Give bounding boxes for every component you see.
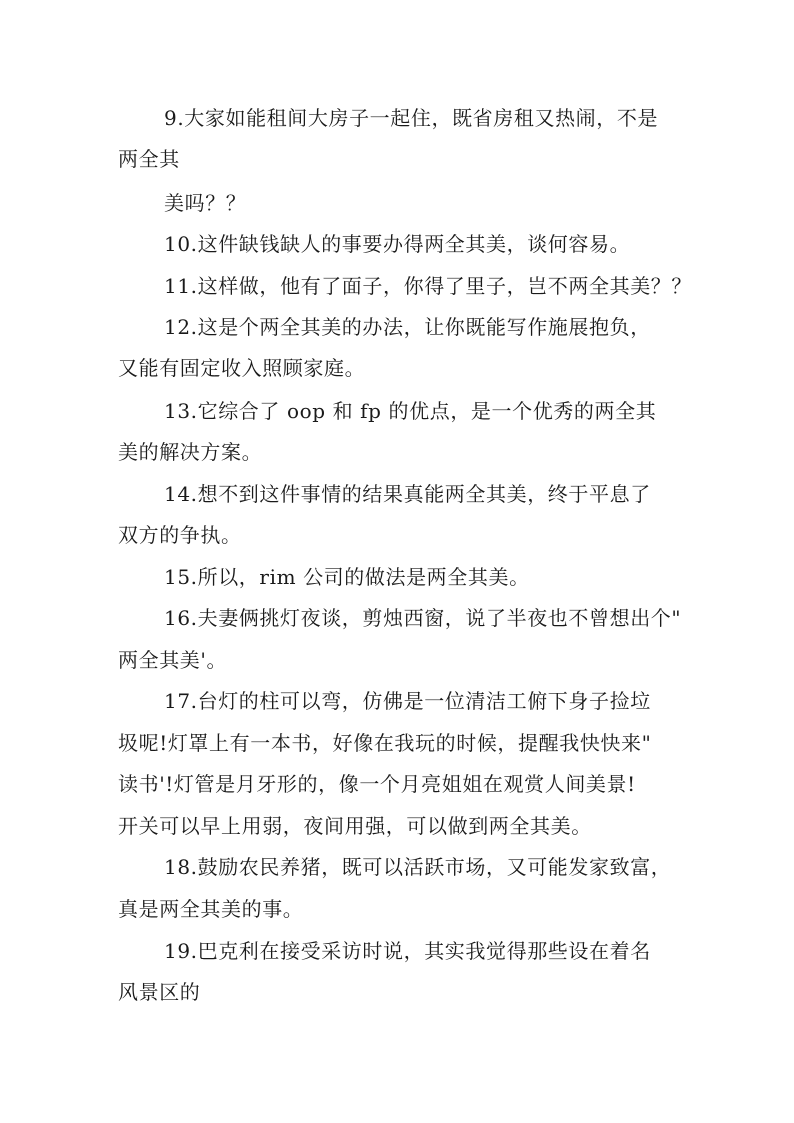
- text-line: 16.夫妻俩挑灯夜谈，剪烛西窗，说了半夜也不曾想出个": [164, 606, 682, 630]
- text-line: 10.这件缺钱缺人的事要办得两全其美，谈何容易。: [164, 232, 631, 256]
- text-line: 两全其: [118, 147, 180, 171]
- text-line: 11.这样做，他有了面子，你得了里子，岂不两全其美？？: [164, 274, 693, 298]
- text-line: 读书'!灯管是月牙形的，像一个月亮姐姐在观赏人间美景!: [118, 772, 636, 796]
- text-line: 双方的争执。: [118, 523, 242, 547]
- text-line: 美吗？？: [164, 191, 247, 215]
- text-line: 风景区的: [118, 980, 201, 1004]
- text-line: 圾呢!灯罩上有一本书，好像在我玩的时候，提醒我快快来": [118, 731, 652, 755]
- text-line: 17.台灯的柱可以弯，仿佛是一位清洁工俯下身子捡垃: [164, 689, 651, 713]
- text-line: 19.巴克利在接受采访时说，其实我觉得那些设在着名: [164, 939, 651, 963]
- text-line: 15.所以，rim 公司的做法是两全其美。: [164, 565, 530, 589]
- text-line: 9.大家如能租间大房子一起住，既省房租又热闹，不是: [164, 106, 659, 130]
- text-line: 真是两全其美的事。: [118, 897, 304, 921]
- text-line: 12.这是个两全其美的办法，让你既能写作施展抱负，: [164, 315, 651, 339]
- text-line: 又能有固定收入照顾家庭。: [118, 356, 366, 380]
- text-line: 开关可以早上用弱，夜间用强，可以做到两全其美。: [118, 814, 592, 838]
- text-line: 13.它综合了 oop 和 fp 的优点，是一个优秀的两全其: [164, 399, 657, 423]
- text-line: 14.想不到这件事情的结果真能两全其美，终于平息了: [164, 482, 651, 506]
- text-line: 18.鼓励农民养猪，既可以活跃市场，又可能发家致富，: [164, 855, 672, 879]
- text-line: 两全其美'。: [118, 648, 228, 672]
- text-line: 美的解决方案。: [118, 440, 263, 464]
